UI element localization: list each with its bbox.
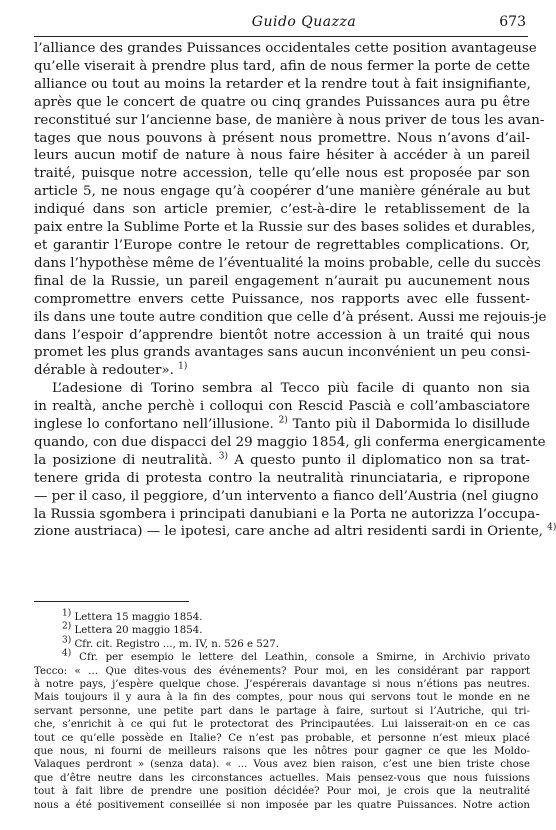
running-header	[34, 14, 530, 34]
footnote-line: servant personne, une petite part dans le partage à faire, surtout si l’Autriche, qui tri-	[34, 705, 530, 717]
text-line	[34, 452, 530, 470]
footnote-separator	[34, 601, 189, 602]
text-line: et garantir l’Europe contre le retour de regrettables complications. Or,	[34, 237, 530, 253]
text-line: leurs aucun motif de nature à nous faire hésiter à accéder à un pareil	[34, 148, 530, 164]
text-line: final de la Russie, un pareil engagement n’aurait pu aucunement nous	[34, 273, 530, 289]
footnote-line: à notre pays, j’espère quelque chose. J’espérerais davantage si nous n’étions pas neutres.	[34, 679, 530, 691]
text-line: ils dans une toute autre condition que celle d’à présent. Aussi me rejouis-je	[34, 309, 547, 325]
running-title: Guido Quazza	[251, 14, 357, 30]
text-line	[34, 523, 556, 541]
footnote-ref: 1)	[178, 361, 188, 372]
text-line: traité, puisque notre accession, telle qu’elle nous est proposée par son	[34, 166, 530, 182]
footnote-line: nous a été positivement conseillée si non imposée par les quatre Puissances. Notre action	[34, 799, 530, 811]
text-line: reconstitué sur l’ancienne base, de manière à nous priver de tous les avan-	[34, 112, 545, 128]
footnote-text: Lettera 15 maggio 1854.	[74, 612, 203, 623]
footnotes	[34, 608, 530, 812]
footnote-line: Valaques perdront » (senza data). « ... Vous avez bien raison, c’est une bien triste chose	[34, 759, 530, 771]
text-segment: la posizione di neutralità.	[34, 452, 213, 468]
text-line: tages que nous pouvons à présent nous promettre. Nous n’avons d’ail-	[34, 130, 530, 146]
footnote-line: che, s’enrichit à ce qui fut le protectorat des Principautées. Lui laisserait-on en ce cas	[34, 719, 530, 731]
text-segment: zione austriaca) — le ipotesi, care anche ad altri residenti sardi in Oriente,	[34, 524, 543, 540]
footnote-line: tout ce qu’elle possède en Italie? Ce n’est pas probable, et personne n’est mieux placé	[34, 732, 530, 744]
footnote	[34, 648, 530, 664]
text-line	[34, 362, 530, 380]
header-rule	[34, 36, 528, 37]
text-line: l’alliance des grandes Puissances occidentales cette position avantageuse	[34, 41, 537, 56]
footnote-ref: 4)	[547, 523, 556, 533]
text-line: après que le concert de quatre ou cinq grandes Puissances aura pu être	[34, 94, 530, 110]
main-text	[34, 40, 556, 541]
footnote-line: que nous, ni fourni de meilleurs raisons que les nôtres pour gagner ce que les Moldo-	[34, 746, 530, 758]
footnote-ref: 3)	[218, 451, 229, 462]
footnote-line: Mais toujours il y aura à la fin des comptes, pour nous qui servons tout le monde en ne	[34, 692, 530, 704]
text-line: quando, con due dispacci del 29 maggio 1854, gli conferma energicamente	[34, 434, 546, 450]
text-line: qu’elle viserait à prendre plus tard, afin de nous fermer la porte de cette	[34, 58, 530, 74]
text-segment: A questo punto il diplomatico non sa trat-	[234, 452, 530, 468]
footnote-number: 1)	[62, 608, 72, 619]
text-line: promet les plus grands avantages sans aucun inconvénient un peu consi-	[34, 345, 531, 361]
footnote	[34, 608, 530, 624]
footnote	[34, 635, 530, 651]
footnote-text: Cfr. cit. Registro ..., m. IV, n. 526 e 527.	[74, 638, 279, 650]
footnote-ref: 2)	[278, 415, 288, 426]
text-line: tenere grida di protesta contro la neutralità rinunciataria, e ripropone	[34, 470, 530, 486]
text-line: la Russia sgombera i principati danubiani e la Porta ne autorizza l’occupa-	[34, 506, 540, 522]
text-line: in realtà, anche perchè i colloqui con Rescid Pascià e coll’ambasciatore	[34, 399, 530, 415]
text-line: indiqué dans son article premier, c’est-à-dire le retablissement de la	[34, 202, 530, 218]
page-number: 673	[499, 14, 526, 30]
text-line: paix entre la Sublime Porte et la Russie sur des bases solides et durables,	[34, 220, 536, 236]
footnote	[34, 624, 530, 637]
text-line: dans l’hypothèse même de l’éventualité la moins probable, celle du succès	[34, 255, 541, 271]
footnote-line: Tecco: « ... Que dites-vous des événements? Pour moi, en les considérant par rapport	[34, 665, 530, 677]
text-line: compromettre envers cette Puissance, nos rapports avec elle fussent-	[34, 291, 530, 307]
footnote-number: 3)	[62, 635, 72, 646]
text-line: dans l’espoir d’apprendre bientôt notre accession à un traité qui nous	[34, 327, 530, 343]
footnote-text: Cfr. per esempio le lettere del Leathin, console a Smirne, in Archivio privato	[79, 652, 530, 664]
footnote-line: tout à fait libre de prendre une position décidée? Pour moi, je crois que la neutralité	[34, 786, 530, 798]
footnote-line: que d’être neutre dans les circonstances actuelles. Mais pensez-vous que nous fuissions	[34, 772, 530, 784]
footnote-number: 4)	[62, 648, 72, 659]
text-segment: Tanto più il Dabormida lo disillude	[292, 417, 530, 433]
text-segment: inglese lo confortano nell’illusione.	[34, 417, 274, 433]
text-segment: dérable à redouter».	[34, 363, 174, 379]
text-line: alliance ou tout au moins la retarder et la rendre tout à fait insignifiante,	[34, 76, 531, 92]
paragraph-start: L’adesione di Torino sembra al Tecco più facile di quanto non sia	[52, 381, 530, 397]
footnote-text: Lettera 20 maggio 1854.	[74, 625, 203, 637]
text-line: — per il caso, il peggiore, d’un intervento a fianco dell’Austria (nel giugno	[34, 488, 539, 504]
footnote-number: 2)	[62, 622, 72, 633]
text-line	[34, 416, 530, 434]
text-line: article 5, ne nous engage qu’à coopérer d’une manière générale au but	[34, 184, 530, 200]
